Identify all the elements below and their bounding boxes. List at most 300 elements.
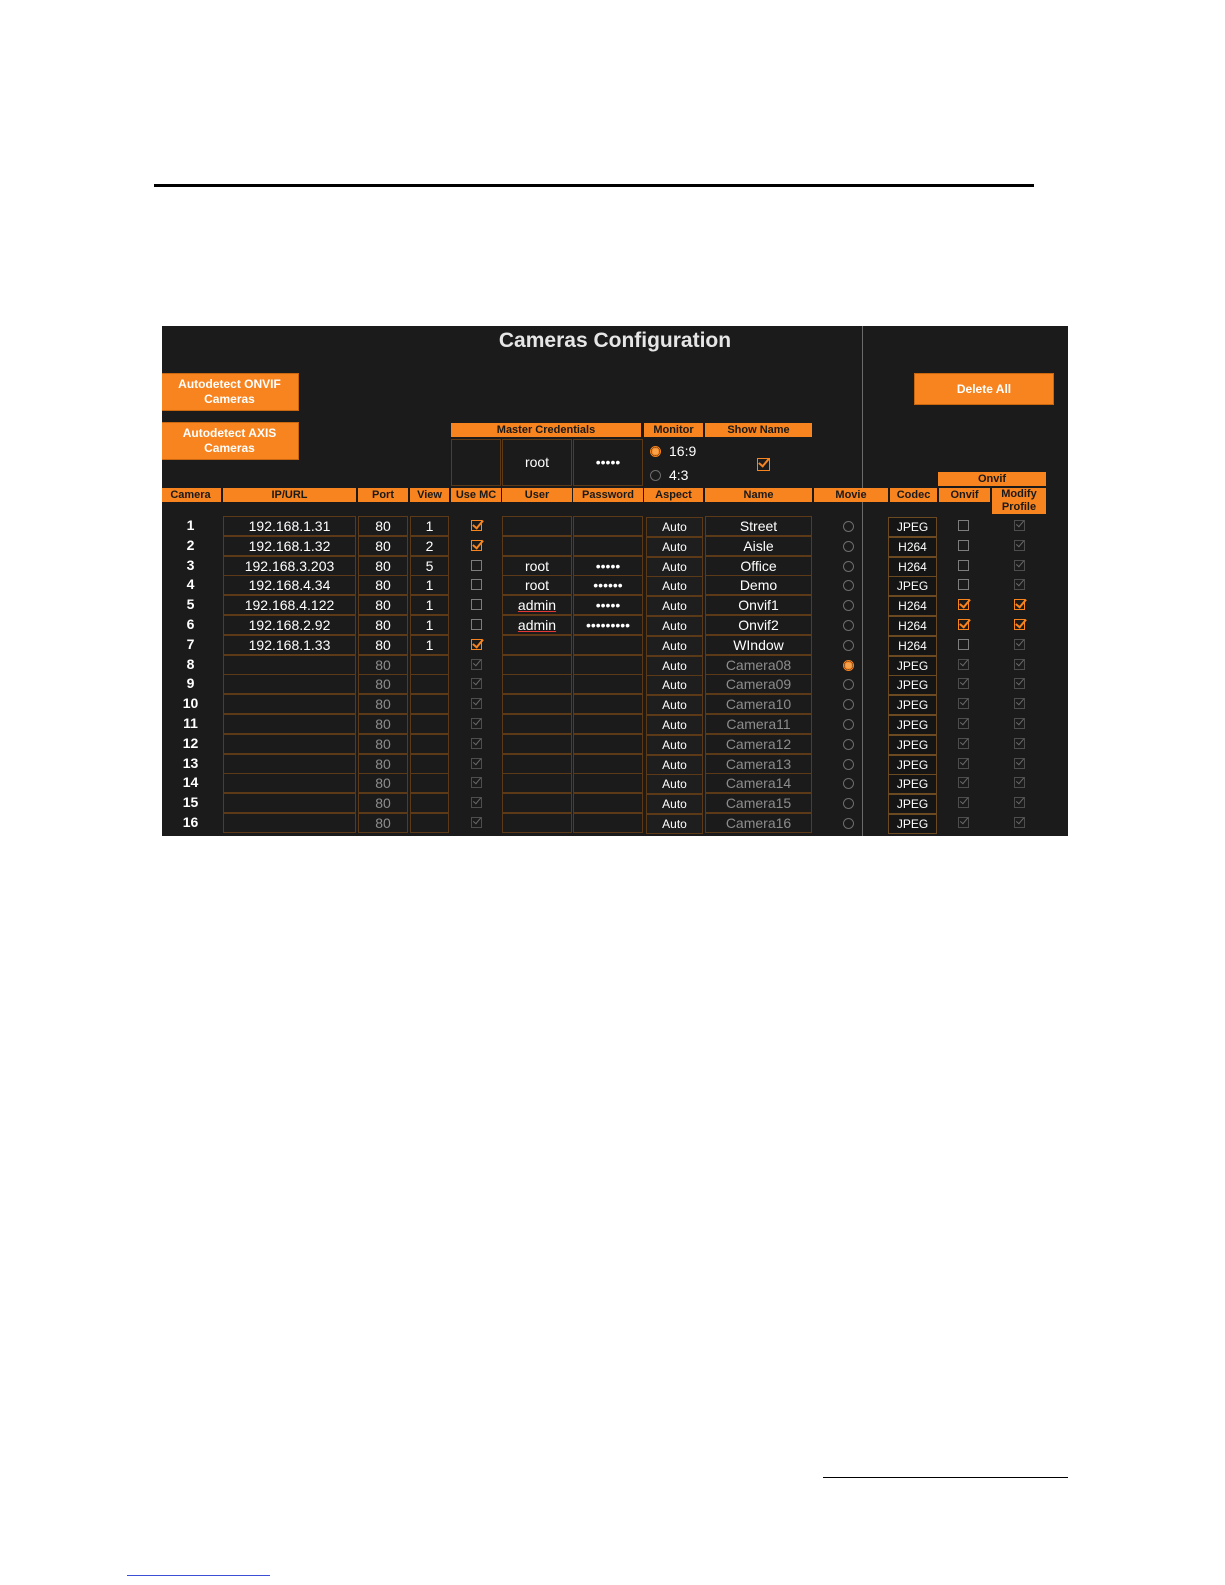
onvif-checkbox[interactable] <box>958 817 969 828</box>
movie-cell <box>814 674 888 694</box>
codec-button[interactable]: JPEG <box>888 695 937 715</box>
password-field[interactable] <box>573 773 643 793</box>
use-mc-checkbox[interactable] <box>471 579 482 590</box>
aspect-button[interactable]: Auto <box>646 695 703 715</box>
monitor-16-9-label: 16:9 <box>669 443 697 459</box>
column-header-use-mc: Use MC <box>451 488 501 502</box>
modify-profile-checkbox[interactable] <box>1014 758 1025 769</box>
use-mc-checkbox[interactable] <box>471 738 482 749</box>
monitor-options <box>644 439 703 486</box>
column-header-camera: Camera <box>162 488 221 502</box>
column-header-user: User <box>502 488 572 502</box>
ip-url-field[interactable] <box>223 754 356 774</box>
movie-radio[interactable] <box>843 798 854 809</box>
camera-number: 13 <box>182 755 199 771</box>
password-field[interactable]: ••••• <box>573 595 643 615</box>
codec-button[interactable]: JPEG <box>888 675 937 695</box>
port-field[interactable]: 80 <box>358 793 408 813</box>
movie-cell <box>814 655 888 675</box>
onvif-checkbox[interactable] <box>958 540 969 551</box>
modify-profile-checkbox[interactable] <box>1014 540 1025 551</box>
onvif-cell <box>939 595 990 615</box>
user-field[interactable]: root <box>502 575 572 595</box>
modify-profile-checkbox[interactable] <box>1014 659 1025 670</box>
onvif-cell <box>939 754 990 774</box>
user-field[interactable] <box>502 516 572 536</box>
view-field[interactable]: 1 <box>410 516 449 536</box>
onvif-cell <box>939 714 990 734</box>
movie-radio[interactable] <box>843 719 854 730</box>
use-mc-checkbox[interactable] <box>471 639 482 650</box>
view-field[interactable] <box>410 674 449 694</box>
movie-radio[interactable] <box>843 580 854 591</box>
monitor-4-3-radio[interactable] <box>650 470 661 481</box>
modify-profile-cell <box>992 813 1046 833</box>
aspect-button[interactable]: Auto <box>646 794 703 814</box>
name-field[interactable]: Camera15 <box>705 793 812 813</box>
use-mc-cell <box>451 655 501 675</box>
modify-profile-cell <box>992 674 1046 694</box>
view-field[interactable]: 2 <box>410 536 449 556</box>
codec-button[interactable]: JPEG <box>888 517 937 537</box>
codec-button[interactable]: JPEG <box>888 656 937 676</box>
modify-profile-checkbox[interactable] <box>1014 560 1025 571</box>
show-name-header: Show Name <box>705 423 812 437</box>
view-field[interactable]: 5 <box>410 556 449 576</box>
camera-number: 9 <box>186 675 195 691</box>
ip-url-field[interactable] <box>223 734 356 754</box>
user-field[interactable] <box>502 773 572 793</box>
aspect-button[interactable]: Auto <box>646 557 703 577</box>
password-field[interactable] <box>573 635 643 655</box>
movie-radio[interactable] <box>843 561 854 572</box>
name-field[interactable]: Onvif1 <box>705 595 812 615</box>
column-header-aspect: Aspect <box>644 488 703 502</box>
codec-button[interactable]: H264 <box>888 596 937 616</box>
name-field[interactable]: Aisle <box>705 536 812 556</box>
aspect-button[interactable]: Auto <box>646 755 703 775</box>
user-field[interactable] <box>502 674 572 694</box>
port-field[interactable]: 80 <box>358 556 408 576</box>
ip-url-field[interactable]: 192.168.4.122 <box>223 595 356 615</box>
movie-radio[interactable] <box>843 759 854 770</box>
modify-profile-cell <box>992 773 1046 793</box>
ip-url-field[interactable]: 192.168.3.203 <box>223 556 356 576</box>
show-name-cell <box>705 439 812 486</box>
onvif-cell <box>939 674 990 694</box>
user-field[interactable] <box>502 734 572 754</box>
use-mc-cell <box>451 635 501 655</box>
ip-url-field[interactable]: 192.168.4.34 <box>223 575 356 595</box>
port-field[interactable]: 80 <box>358 655 408 675</box>
use-mc-checkbox[interactable] <box>471 619 482 630</box>
column-header-codec: Codec <box>890 488 937 502</box>
password-field[interactable] <box>573 793 643 813</box>
use-mc-cell <box>451 595 501 615</box>
password-field[interactable] <box>573 694 643 714</box>
camera-number: 6 <box>186 616 195 632</box>
movie-radio[interactable] <box>843 699 854 710</box>
name-field[interactable]: Camera14 <box>705 773 812 793</box>
aspect-button[interactable]: Auto <box>646 735 703 755</box>
port-field[interactable]: 80 <box>358 734 408 754</box>
codec-button[interactable]: H264 <box>888 537 937 557</box>
password-field[interactable] <box>573 674 643 694</box>
password-field[interactable] <box>573 516 643 536</box>
column-header-password: Password <box>573 488 643 502</box>
onvif-checkbox[interactable] <box>958 619 969 630</box>
use-mc-cell <box>451 754 501 774</box>
port-field[interactable]: 80 <box>358 714 408 734</box>
onvif-cell <box>939 556 990 576</box>
view-field[interactable] <box>410 793 449 813</box>
use-mc-checkbox[interactable] <box>471 659 482 670</box>
movie-radio[interactable] <box>843 640 854 651</box>
aspect-button[interactable]: Auto <box>646 814 703 834</box>
onvif-checkbox[interactable] <box>958 758 969 769</box>
movie-radio[interactable] <box>843 660 854 671</box>
modify-profile-cell <box>992 595 1046 615</box>
name-field[interactable]: Camera10 <box>705 694 812 714</box>
codec-button[interactable]: H264 <box>888 636 937 656</box>
camera-number: 11 <box>183 715 198 731</box>
use-mc-cell <box>451 536 501 556</box>
master-password-field[interactable]: ••••• <box>573 439 643 486</box>
camera-number: 3 <box>186 557 195 573</box>
name-field[interactable]: Onvif2 <box>705 615 812 635</box>
ip-url-field[interactable] <box>223 655 356 675</box>
use-mc-checkbox[interactable] <box>471 599 482 610</box>
camera-number: 16 <box>182 814 199 830</box>
use-mc-cell <box>451 674 501 694</box>
ip-url-field[interactable] <box>223 694 356 714</box>
onvif-cell <box>939 694 990 714</box>
aspect-button[interactable]: Auto <box>646 616 703 636</box>
page-footer-rule <box>127 1575 270 1576</box>
ip-url-field[interactable]: 192.168.1.31 <box>223 516 356 536</box>
codec-button[interactable]: JPEG <box>888 576 937 596</box>
onvif-checkbox[interactable] <box>958 797 969 808</box>
aspect-button[interactable]: Auto <box>646 576 703 596</box>
column-header-port: Port <box>358 488 408 502</box>
use-mc-checkbox[interactable] <box>471 678 482 689</box>
column-header-onvif: Onvif <box>939 488 990 502</box>
view-field[interactable]: 1 <box>410 595 449 615</box>
monitor-16-9-radio[interactable] <box>650 446 661 457</box>
use-mc-cell <box>451 773 501 793</box>
user-field[interactable] <box>502 635 572 655</box>
codec-button[interactable]: JPEG <box>888 715 937 735</box>
name-field[interactable]: Street <box>705 516 812 536</box>
password-field[interactable] <box>573 754 643 774</box>
use-mc-cell <box>451 734 501 754</box>
use-mc-cell <box>451 793 501 813</box>
password-field[interactable] <box>573 734 643 754</box>
movie-cell <box>814 734 888 754</box>
view-field[interactable] <box>410 694 449 714</box>
modify-profile-checkbox[interactable] <box>1014 797 1025 808</box>
name-field[interactable]: Camera08 <box>705 655 812 675</box>
show-name-checkbox[interactable] <box>757 458 770 471</box>
use-mc-checkbox[interactable] <box>471 777 482 788</box>
column-header-name: Name <box>705 488 812 502</box>
port-field[interactable]: 80 <box>358 615 408 635</box>
password-field[interactable]: ••••••••• <box>573 615 643 635</box>
view-field[interactable]: 1 <box>410 575 449 595</box>
movie-radio[interactable] <box>843 778 854 789</box>
modify-profile-cell <box>992 575 1046 595</box>
use-mc-cell <box>451 615 501 635</box>
column-header-view: View <box>410 488 449 502</box>
ip-url-field[interactable] <box>223 793 356 813</box>
movie-cell <box>814 694 888 714</box>
user-field[interactable]: root <box>502 556 572 576</box>
aspect-button[interactable]: Auto <box>646 774 703 794</box>
aspect-button[interactable]: Auto <box>646 596 703 616</box>
use-mc-checkbox[interactable] <box>471 560 482 571</box>
movie-cell <box>814 714 888 734</box>
use-mc-checkbox[interactable] <box>471 758 482 769</box>
movie-cell <box>814 635 888 655</box>
camera-number: 8 <box>186 656 195 672</box>
column-header-modify-profile: Modify Profile <box>992 488 1046 514</box>
movie-cell <box>814 773 888 793</box>
modify-profile-checkbox[interactable] <box>1014 718 1025 729</box>
view-field[interactable] <box>410 754 449 774</box>
modify-profile-cell <box>992 516 1046 536</box>
camera-number: 15 <box>182 794 199 810</box>
onvif-cell <box>939 516 990 536</box>
autodetect-axis-button[interactable]: Autodetect AXIS Cameras <box>162 422 299 460</box>
view-field[interactable] <box>410 714 449 734</box>
page-bottom-rule <box>823 1477 1068 1478</box>
port-field[interactable]: 80 <box>358 635 408 655</box>
onvif-cell <box>939 655 990 675</box>
cameras-configuration-screen <box>162 326 1068 836</box>
camera-number: 5 <box>186 596 195 612</box>
onvif-checkbox[interactable] <box>958 678 969 689</box>
onvif-cell <box>939 536 990 556</box>
codec-button[interactable]: JPEG <box>888 735 937 755</box>
user-field[interactable] <box>502 793 572 813</box>
movie-radio[interactable] <box>843 541 854 552</box>
modify-profile-cell <box>992 793 1046 813</box>
password-field[interactable] <box>573 813 643 833</box>
ip-url-field[interactable]: 192.168.1.33 <box>223 635 356 655</box>
use-mc-cell <box>451 516 501 536</box>
port-field[interactable]: 80 <box>358 813 408 833</box>
camera-number: 14 <box>182 774 199 790</box>
movie-radio[interactable] <box>843 818 854 829</box>
password-field[interactable] <box>573 536 643 556</box>
aspect-button[interactable]: Auto <box>646 517 703 537</box>
movie-cell <box>814 813 888 833</box>
ip-url-field[interactable]: 192.168.2.92 <box>223 615 356 635</box>
port-field[interactable]: 80 <box>358 536 408 556</box>
modify-profile-checkbox[interactable] <box>1014 777 1025 788</box>
modify-profile-checkbox[interactable] <box>1014 520 1025 531</box>
modify-profile-cell <box>992 655 1046 675</box>
password-field[interactable] <box>573 714 643 734</box>
use-mc-cell <box>451 813 501 833</box>
modify-profile-checkbox[interactable] <box>1014 579 1025 590</box>
modify-profile-cell <box>992 635 1046 655</box>
port-field[interactable]: 80 <box>358 575 408 595</box>
modify-profile-checkbox[interactable] <box>1014 619 1025 630</box>
onvif-checkbox[interactable] <box>958 698 969 709</box>
modify-profile-cell <box>992 734 1046 754</box>
codec-button[interactable]: JPEG <box>888 755 937 775</box>
onvif-checkbox[interactable] <box>958 718 969 729</box>
onvif-cell <box>939 575 990 595</box>
page-top-rule <box>154 184 1034 187</box>
port-field[interactable]: 80 <box>358 516 408 536</box>
camera-number: 1 <box>186 517 195 533</box>
name-field[interactable]: Camera16 <box>705 813 812 833</box>
user-field[interactable] <box>502 754 572 774</box>
movie-radio[interactable] <box>843 521 854 532</box>
onvif-cell <box>939 734 990 754</box>
codec-button[interactable]: H264 <box>888 616 937 636</box>
modify-profile-checkbox[interactable] <box>1014 698 1025 709</box>
name-field[interactable]: Camera12 <box>705 734 812 754</box>
use-mc-checkbox[interactable] <box>471 718 482 729</box>
movie-cell <box>814 536 888 556</box>
ip-url-field[interactable]: 192.168.1.32 <box>223 536 356 556</box>
port-field[interactable]: 80 <box>358 674 408 694</box>
view-field[interactable] <box>410 734 449 754</box>
camera-number: 12 <box>182 735 199 751</box>
password-field[interactable] <box>573 655 643 675</box>
camera-number: 4 <box>186 576 195 592</box>
use-mc-checkbox[interactable] <box>471 540 482 551</box>
aspect-button[interactable]: Auto <box>646 715 703 735</box>
movie-radio[interactable] <box>843 620 854 631</box>
use-mc-cell <box>451 575 501 595</box>
name-field[interactable]: Camera09 <box>705 674 812 694</box>
master-credentials-header: Master Credentials <box>451 423 641 437</box>
master-user-field[interactable]: root <box>502 439 572 486</box>
codec-button[interactable]: JPEG <box>888 794 937 814</box>
aspect-button[interactable]: Auto <box>646 636 703 656</box>
view-field[interactable]: 1 <box>410 635 449 655</box>
page-title: Cameras Configuration <box>498 329 732 352</box>
view-field[interactable] <box>410 813 449 833</box>
ip-url-field[interactable] <box>223 813 356 833</box>
onvif-cell <box>939 635 990 655</box>
aspect-button[interactable]: Auto <box>646 537 703 557</box>
camera-number: 10 <box>182 695 199 711</box>
column-header-movie: Movie <box>814 488 888 502</box>
name-field[interactable]: Office <box>705 556 812 576</box>
user-field[interactable]: admin <box>502 615 572 635</box>
movie-cell <box>814 793 888 813</box>
camera-number: 2 <box>186 537 195 553</box>
onvif-group-header: Onvif <box>938 472 1046 486</box>
view-field[interactable] <box>410 655 449 675</box>
modify-profile-checkbox[interactable] <box>1014 738 1025 749</box>
name-field[interactable]: Demo <box>705 575 812 595</box>
onvif-checkbox[interactable] <box>958 639 969 650</box>
autodetect-onvif-button[interactable]: Autodetect ONVIF Cameras <box>162 373 299 411</box>
use-mc-checkbox[interactable] <box>471 520 482 531</box>
user-field[interactable] <box>502 694 572 714</box>
use-mc-checkbox[interactable] <box>471 698 482 709</box>
onvif-checkbox[interactable] <box>958 659 969 670</box>
modify-profile-cell <box>992 536 1046 556</box>
column-header-ip: IP/URL <box>223 488 356 502</box>
modify-profile-cell <box>992 754 1046 774</box>
modify-profile-checkbox[interactable] <box>1014 817 1025 828</box>
movie-cell <box>814 754 888 774</box>
port-field[interactable]: 80 <box>358 773 408 793</box>
onvif-checkbox[interactable] <box>958 520 969 531</box>
movie-radio[interactable] <box>843 679 854 690</box>
use-mc-checkbox[interactable] <box>471 797 482 808</box>
ip-url-field[interactable] <box>223 773 356 793</box>
movie-cell <box>814 615 888 635</box>
aspect-button[interactable]: Auto <box>646 656 703 676</box>
modify-profile-checkbox[interactable] <box>1014 678 1025 689</box>
use-mc-checkbox[interactable] <box>471 817 482 828</box>
modify-profile-checkbox[interactable] <box>1014 599 1025 610</box>
user-field[interactable] <box>502 813 572 833</box>
onvif-checkbox[interactable] <box>958 579 969 590</box>
onvif-checkbox[interactable] <box>958 599 969 610</box>
onvif-cell <box>939 615 990 635</box>
ip-url-field[interactable] <box>223 714 356 734</box>
ip-url-field[interactable] <box>223 674 356 694</box>
name-field[interactable]: Camera13 <box>705 754 812 774</box>
password-field[interactable]: ••••• <box>573 556 643 576</box>
movie-radio[interactable] <box>843 600 854 611</box>
onvif-checkbox[interactable] <box>958 560 969 571</box>
port-field[interactable]: 80 <box>358 595 408 615</box>
camera-number: 7 <box>186 636 195 652</box>
modify-profile-checkbox[interactable] <box>1014 639 1025 650</box>
user-field[interactable] <box>502 536 572 556</box>
user-field[interactable]: admin <box>502 595 572 615</box>
view-field[interactable] <box>410 773 449 793</box>
user-field[interactable] <box>502 714 572 734</box>
password-field[interactable]: •••••• <box>573 575 643 595</box>
port-field[interactable]: 80 <box>358 694 408 714</box>
modify-profile-cell <box>992 694 1046 714</box>
movie-radio[interactable] <box>843 739 854 750</box>
name-field[interactable]: Camera11 <box>705 714 812 734</box>
view-field[interactable]: 1 <box>410 615 449 635</box>
codec-button[interactable]: JPEG <box>888 774 937 794</box>
delete-all-button[interactable]: Delete All <box>914 373 1054 405</box>
onvif-cell <box>939 793 990 813</box>
codec-button[interactable]: H264 <box>888 557 937 577</box>
onvif-cell <box>939 813 990 833</box>
use-mc-cell <box>451 694 501 714</box>
modify-profile-cell <box>992 615 1046 635</box>
name-field[interactable]: WIndow <box>705 635 812 655</box>
aspect-button[interactable]: Auto <box>646 675 703 695</box>
codec-button[interactable]: JPEG <box>888 814 937 834</box>
user-field[interactable] <box>502 655 572 675</box>
port-field[interactable]: 80 <box>358 754 408 774</box>
modify-profile-cell <box>992 556 1046 576</box>
use-mc-cell <box>451 714 501 734</box>
onvif-checkbox[interactable] <box>958 738 969 749</box>
movie-cell <box>814 556 888 576</box>
onvif-checkbox[interactable] <box>958 777 969 788</box>
onvif-cell <box>939 773 990 793</box>
modify-profile-cell <box>992 714 1046 734</box>
